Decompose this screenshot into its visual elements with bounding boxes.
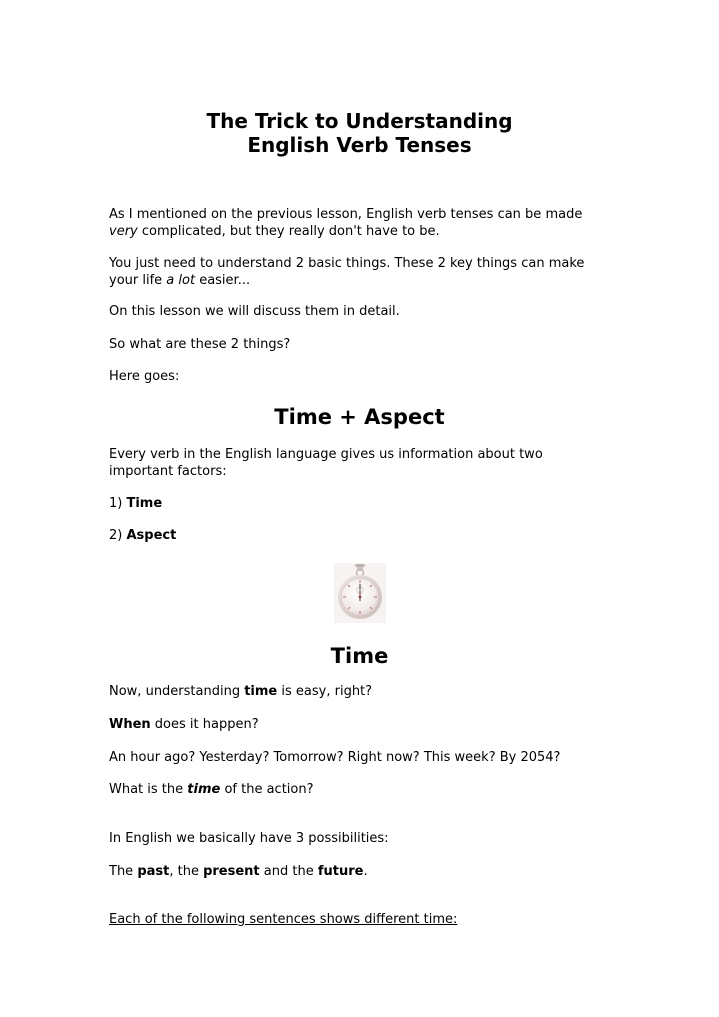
- list-item-aspect: [109, 527, 629, 544]
- text-segment: and the: [259, 864, 318, 879]
- time-paragraph-1-pre: Now, understanding: [109, 684, 245, 699]
- time-paragraph-3: An hour ago? Yesterday? Tomorrow? Right now? This week? By 2054?: [109, 750, 561, 765]
- time-paragraph-1-post: is easy, right?: [277, 684, 373, 699]
- intro-paragraph-2-pre: your life: [109, 273, 167, 288]
- heading-time: Time: [330, 644, 389, 668]
- time-paragraph-4-post: of the action?: [220, 782, 314, 797]
- bold-time: time: [244, 684, 278, 699]
- time-paragraph-2: [109, 716, 629, 733]
- bold-past: past: [137, 864, 170, 879]
- bold-when: When: [109, 717, 151, 732]
- list-item-time: [109, 495, 629, 512]
- intro-paragraph-3: On this lesson we will discuss them in detail.: [109, 304, 400, 319]
- document-title-line-2: English Verb Tenses: [247, 133, 472, 157]
- time-paragraph-4: [109, 781, 629, 798]
- time-paragraph-7-underlined: Each of the following sentences shows different time:: [109, 912, 458, 927]
- intro-paragraph-4: So what are these 2 things?: [109, 337, 291, 352]
- time-paragraph-1: [109, 683, 629, 700]
- document-title-line-1: The Trick to Understanding: [206, 109, 513, 133]
- list-item-number: 2): [109, 528, 127, 543]
- text-segment: , the: [169, 864, 204, 879]
- time-paragraph-4-pre: What is the: [109, 782, 188, 797]
- stopwatch-icon: [334, 563, 386, 623]
- intro-paragraph-1-line-2-rest: complicated, but they really don't have to be.: [137, 224, 440, 239]
- list-item-label: Aspect: [126, 528, 177, 543]
- text-segment: .: [363, 864, 368, 879]
- time-paragraph-2-post: does it happen?: [150, 717, 259, 732]
- text-segment: The: [109, 864, 138, 879]
- intro-paragraph-5: Here goes:: [109, 369, 180, 384]
- time-paragraph-5: In English we basically have 3 possibilities:: [109, 831, 389, 846]
- intro-paragraph-2: [109, 255, 629, 289]
- bold-italic-time: time: [187, 782, 221, 797]
- time-aspect-paragraph-line-1: Every verb in the English language gives us information about two: [109, 447, 543, 462]
- time-aspect-paragraph: [109, 446, 629, 480]
- time-aspect-paragraph-line-2: important factors:: [109, 464, 227, 479]
- intro-paragraph-1-line-2: [109, 223, 629, 240]
- intro-paragraph-2-line-1: You just need to understand 2 basic things. These 2 key things can make: [109, 256, 585, 271]
- time-paragraph-6: [109, 863, 629, 880]
- intro-paragraph-1-line-1: As I mentioned on the previous lesson, English verb tenses can be made: [109, 207, 583, 222]
- intro-paragraph-2-post: easier...: [195, 273, 251, 288]
- emphasis-a-lot: a lot: [166, 273, 196, 288]
- bold-present: present: [203, 864, 260, 879]
- emphasis-very: very: [109, 224, 138, 239]
- intro-paragraph-1: [109, 206, 629, 240]
- intro-paragraph-2-line-2: [109, 272, 629, 289]
- list-item-label: Time: [126, 496, 163, 511]
- list-item-number: 1): [109, 496, 127, 511]
- heading-time-aspect: Time + Aspect: [274, 405, 445, 429]
- bold-future: future: [317, 864, 364, 879]
